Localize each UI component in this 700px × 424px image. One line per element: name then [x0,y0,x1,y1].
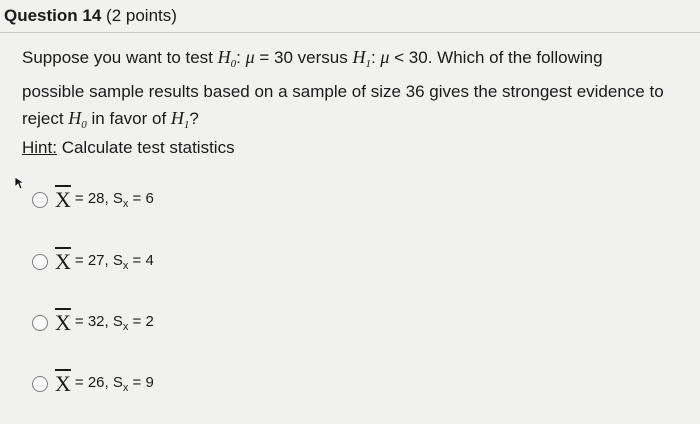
h0-symbol: $H_0$ [217,47,237,70]
option-label: = 28, $S_x = 6$ [74,190,154,210]
question-prompt [22,44,687,139]
xbar-symbol: $\overline{X}$ [55,249,71,274]
question-title [4,6,177,26]
question-number: Question 14 [4,6,102,25]
xbar-symbol: $\overline{X}$ [55,187,71,212]
prompt-line-3: reject $H_0$ in favor of $H_1$? [22,108,199,131]
hint [22,138,235,158]
hint-label: Hint: [22,138,57,157]
prompt-line-1: Suppose you want to test $H_0$: μ = 30 versus $H_1$: μ < 30. Which of the following [22,47,603,70]
option-label: = 26, $S_x = 9$ [74,374,154,394]
mu-symbol: μ [380,47,390,67]
question-points: (2 points) [106,6,177,25]
answer-option-4[interactable] [32,372,154,396]
xbar-symbol: $\overline{X}$ [55,371,71,396]
answer-option-1[interactable] [32,188,154,212]
h1-symbol: $H_1$ [170,108,190,131]
mouse-pointer-icon [14,176,26,190]
hint-text: Calculate test statistics [56,138,235,157]
h1-symbol: $H_1$ [352,47,371,70]
h0-symbol: $H_0$ [68,108,87,131]
option-label: = 27, $S_x = 4$ [74,252,154,272]
prompt-line-2: possible sample results based on a sample of size 36 gives the strongest evidence to [22,82,664,101]
answer-option-3[interactable] [32,311,154,335]
radio-button[interactable] [32,376,48,392]
option-label: = 32, $S_x = 2$ [74,313,154,333]
answer-option-2[interactable] [32,250,154,274]
radio-button[interactable] [32,254,48,270]
radio-button[interactable] [32,192,48,208]
mu-symbol: μ [245,47,255,67]
xbar-symbol: $\overline{X}$ [55,310,71,335]
radio-button[interactable] [32,315,48,331]
question-header [0,0,700,33]
